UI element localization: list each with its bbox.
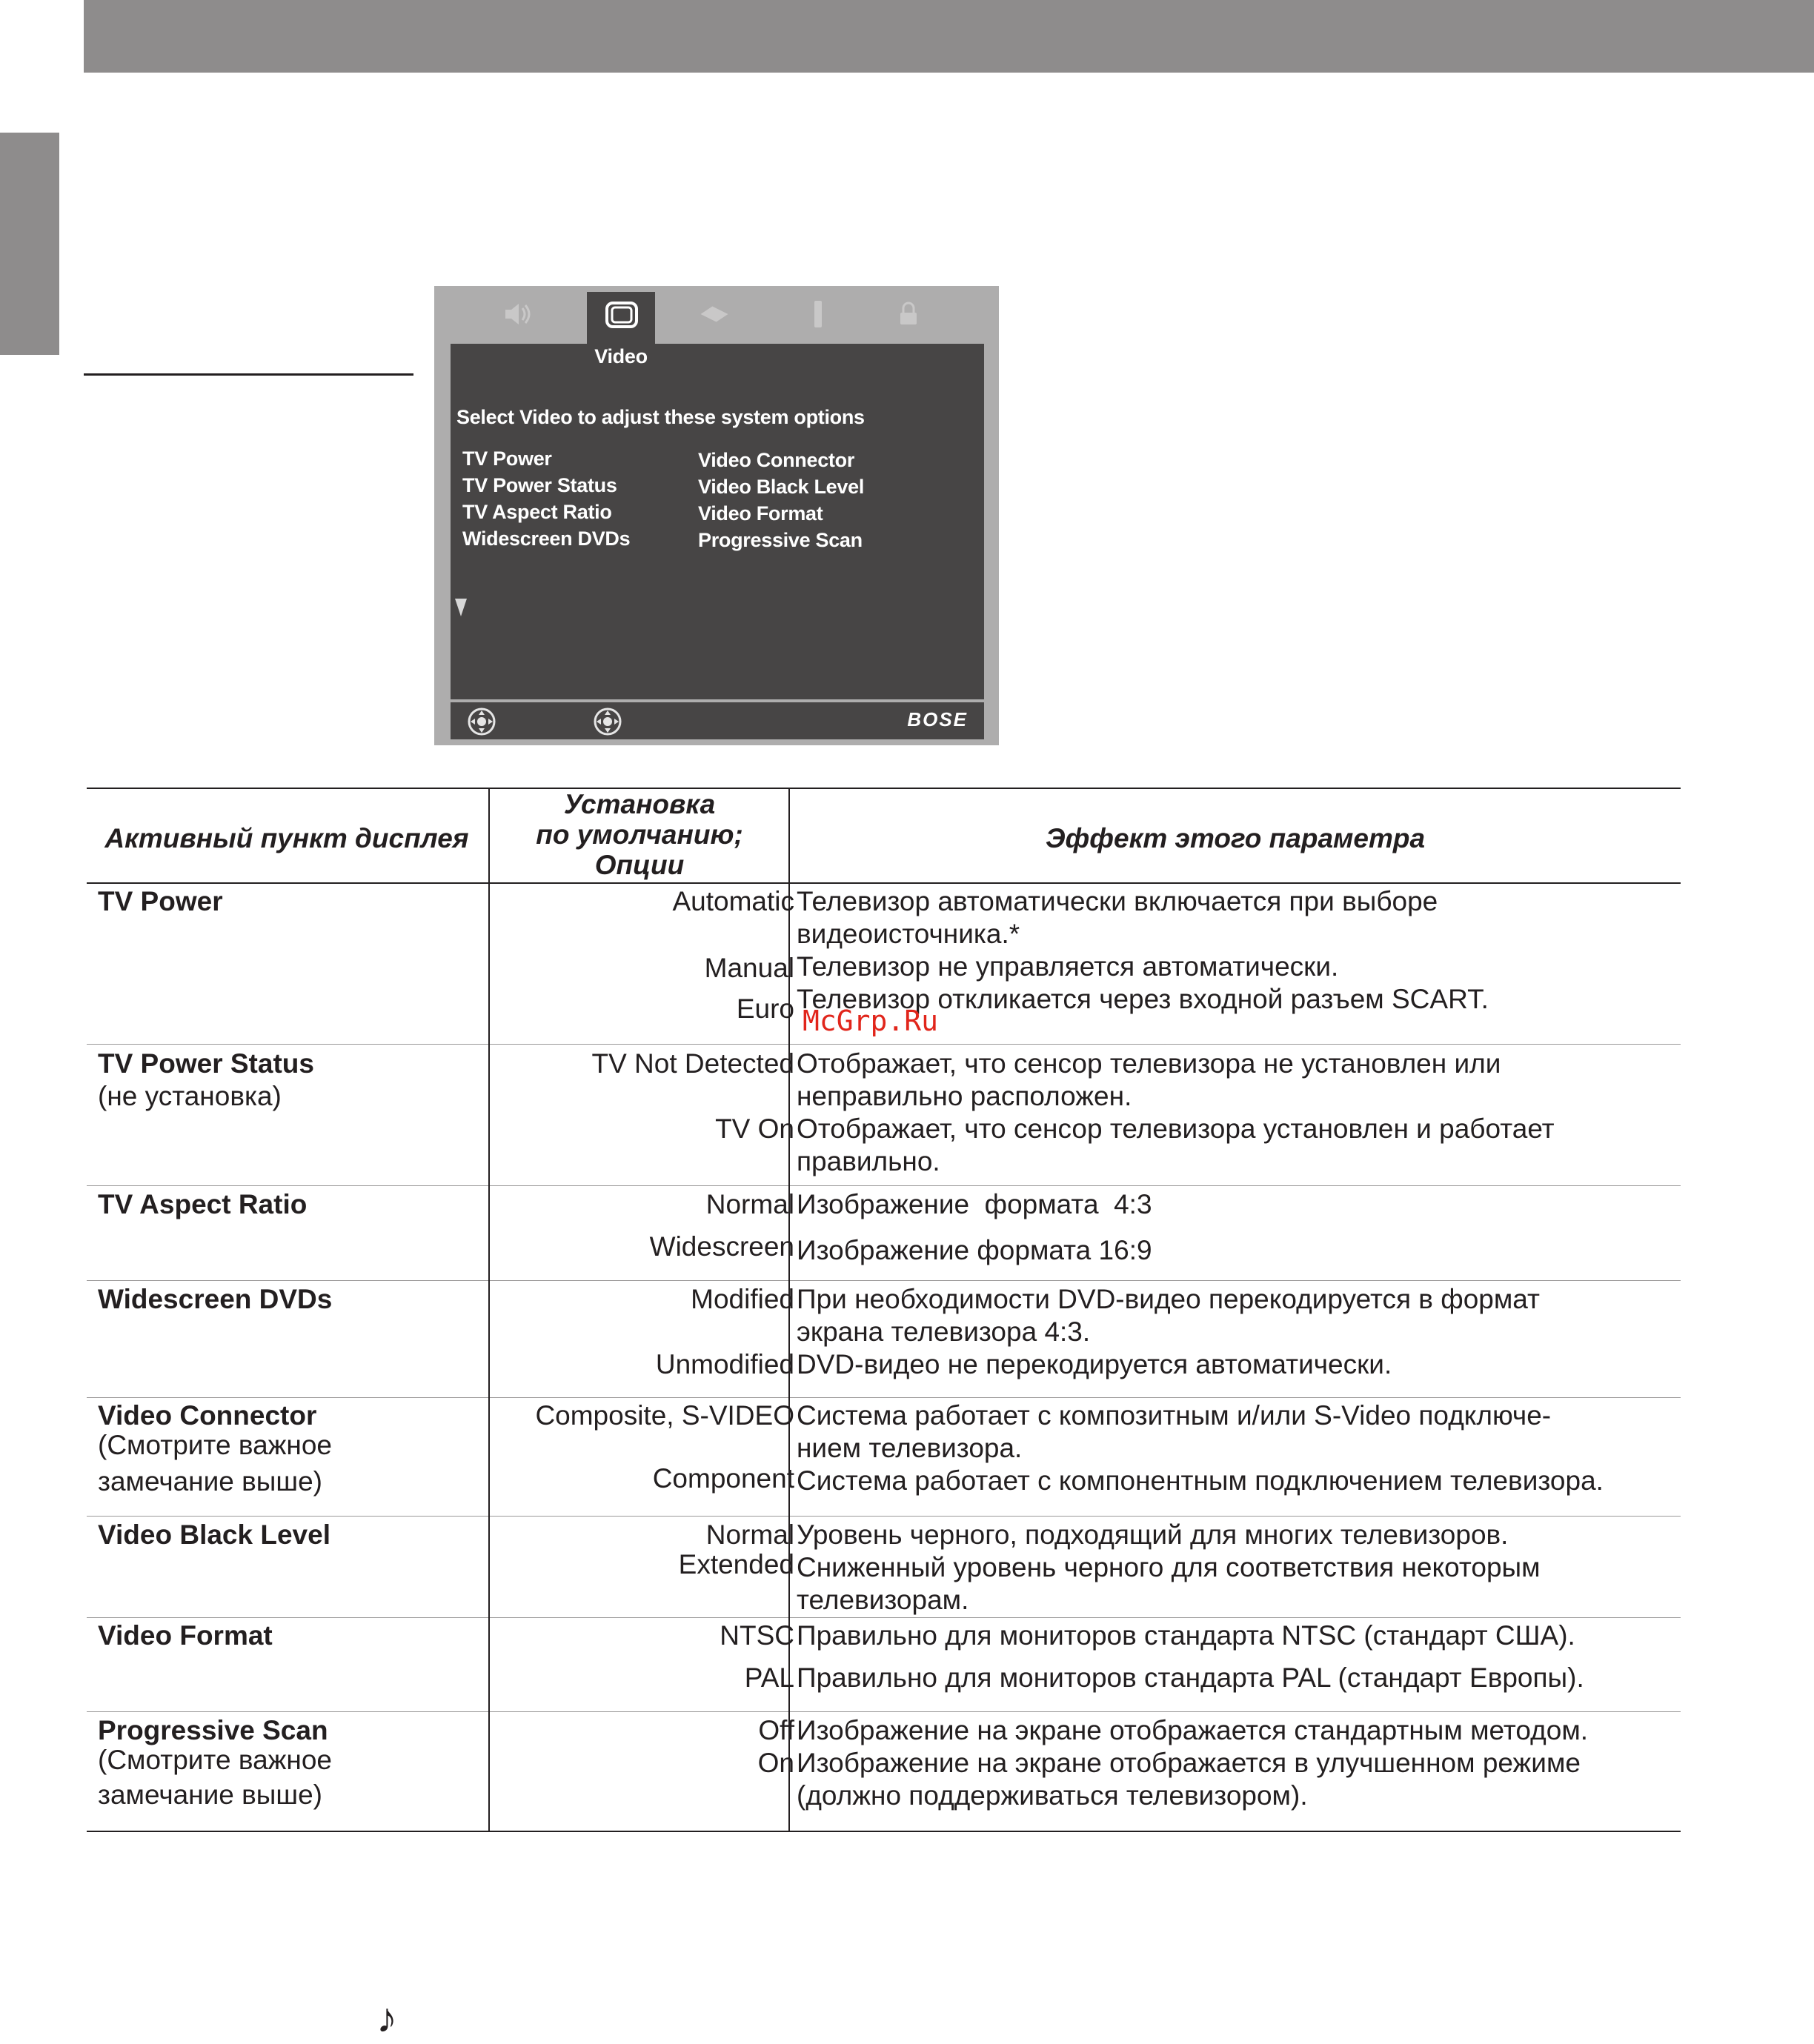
option-value: Automatic — [672, 886, 794, 916]
effect-text: нием телевизора. — [797, 1433, 1023, 1463]
option-value: Normal — [705, 1519, 794, 1550]
row-divider — [87, 1516, 1681, 1517]
table-bottom-rule — [87, 1831, 1681, 1832]
option-value: Composite, S-VIDEO — [535, 1400, 794, 1431]
osd-option-video-connector[interactable]: Video Connector — [698, 449, 855, 471]
osd-screenshot — [434, 286, 999, 745]
option-value: PAL — [744, 1662, 794, 1693]
row-note: замечание выше) — [98, 1466, 322, 1497]
option-value: Widescreen — [649, 1231, 794, 1262]
option-value: Extended — [678, 1549, 794, 1579]
section-rule — [84, 373, 413, 376]
osd-option-video-black-level[interactable]: Video Black Level — [698, 476, 865, 498]
header-default-options — [491, 789, 788, 880]
option-value: Component — [652, 1463, 794, 1494]
effect-text: неправильно расположен. — [797, 1081, 1132, 1111]
effect-text: Система работает с композитным и/или S-Video подключе- — [797, 1400, 1552, 1431]
option-value: Manual — [704, 953, 794, 983]
osd-option-tv-power[interactable]: TV Power — [462, 447, 552, 470]
osd-heading: Select Video to adjust these system options — [456, 406, 865, 428]
header-default-line: по умолчанию; — [536, 819, 743, 850]
header-default-line: Опции — [594, 850, 685, 880]
watermark: McGrp.Ru — [803, 1005, 939, 1037]
osd-panel — [451, 344, 984, 699]
row-title: Widescreen DVDs — [98, 1284, 333, 1314]
effect-text: Система работает с компонентным подключением телевизора. — [797, 1465, 1604, 1496]
effect-text: Изображение формата 16:9 — [797, 1235, 1152, 1265]
row-divider — [87, 1711, 1681, 1712]
effect-text: (должно поддерживаться телевизором). — [797, 1780, 1308, 1811]
music-note-icon: ♪ — [376, 1994, 397, 2041]
row-note: замечание выше) — [98, 1780, 322, 1810]
row-divider — [87, 1280, 1681, 1281]
header-band — [84, 0, 1814, 73]
osd-option-widescreen-dvds[interactable]: Widescreen DVDs — [462, 527, 631, 550]
navigation-pad-icon — [467, 707, 496, 740]
osd-active-tab-label: Video — [594, 345, 648, 367]
header-active-item: Активный пункт дисплея — [104, 823, 469, 853]
effect-text: Сниженный уровень черного для соответствия некоторым — [797, 1552, 1541, 1582]
header-default-line: Установка — [563, 789, 716, 819]
osd-option-video-format[interactable]: Video Format — [698, 502, 823, 525]
table-row-tv-power — [98, 885, 223, 918]
scroll-down-arrow-icon[interactable] — [455, 599, 467, 620]
effect-text: DVD-видео не перекодируется автоматически. — [797, 1349, 1392, 1379]
row-title: Video Connector — [98, 1400, 317, 1431]
option-value: Unmodified — [655, 1349, 794, 1379]
table-row-video-connector — [98, 1399, 316, 1432]
effect-text: Правильно для мониторов стандарта PAL (стандарт Европы). — [797, 1662, 1584, 1693]
option-value: TV On — [715, 1113, 794, 1144]
effect-text: Изображение формата 4:3 — [797, 1189, 1152, 1219]
tv-icon — [605, 301, 639, 333]
row-title: Progressive Scan — [98, 1715, 328, 1745]
osd-tab-bar — [434, 286, 999, 344]
effect-text: правильно. — [797, 1146, 940, 1176]
effect-text: При необходимости DVD-видео перекодируется в формат — [797, 1284, 1540, 1314]
effect-text: экрана телевизора 4:3. — [797, 1316, 1091, 1347]
effect-text: Изображение на экране отображается в улучшенном режиме — [797, 1748, 1581, 1778]
effect-text: Телевизор откликается через входной разъем SCART. — [797, 984, 1489, 1014]
option-value: Normal — [705, 1189, 794, 1219]
table-row-widescreen-dvds — [98, 1283, 332, 1316]
osd-footer — [451, 702, 984, 739]
row-divider — [87, 1044, 1681, 1045]
select-pad-icon — [593, 707, 622, 740]
option-value: On — [757, 1748, 794, 1778]
row-title: TV Aspect Ratio — [98, 1189, 308, 1219]
effect-text: Телевизор не управляется автоматически. — [797, 951, 1339, 982]
option-value: NTSC — [720, 1620, 794, 1651]
effect-text: видеоисточника.* — [797, 919, 1020, 949]
lock-icon — [892, 299, 925, 329]
effect-text: Правильно для мониторов стандарта NTSC (стандарт США). — [797, 1620, 1575, 1651]
speaker-icon — [501, 299, 534, 329]
effect-text: Отображает, что сенсор телевизора не установлен или — [797, 1048, 1501, 1079]
disc-icon — [698, 299, 731, 329]
header-effect: Эффект этого параметра — [1045, 823, 1426, 853]
row-title: TV Power Status — [98, 1048, 314, 1079]
bose-logo: BOSE — [907, 708, 968, 730]
table-row-progressive-scan — [98, 1714, 328, 1747]
row-note: (Смотрите важное — [98, 1745, 332, 1775]
column-divider — [488, 788, 490, 1832]
table-row-video-format — [98, 1619, 273, 1652]
effect-text: Уровень черного, подходящий для многих телевизоров. — [797, 1519, 1509, 1550]
row-note: (не установка) — [98, 1081, 282, 1111]
side-tab-marker — [0, 133, 59, 355]
option-value: TV Not Detected — [591, 1048, 794, 1079]
osd-option-tv-aspect-ratio[interactable]: TV Aspect Ratio — [462, 501, 612, 523]
effect-text: Изображение на экране отображается стандартным методом. — [797, 1715, 1589, 1745]
table-header-rule — [87, 882, 1681, 884]
option-value: Euro — [736, 993, 794, 1024]
row-title: Video Black Level — [98, 1519, 330, 1550]
remote-icon — [802, 299, 834, 329]
row-divider — [87, 1397, 1681, 1398]
osd-option-tv-power-status[interactable]: TV Power Status — [462, 474, 617, 496]
table-row-tv-aspect-ratio — [98, 1188, 307, 1221]
row-divider — [87, 1617, 1681, 1618]
row-divider — [87, 1185, 1681, 1186]
row-title: TV Power — [98, 886, 223, 916]
option-value: Modified — [691, 1284, 794, 1314]
row-title: Video Format — [98, 1620, 273, 1651]
effect-text: Отображает, что сенсор телевизора установлен и работает — [797, 1113, 1555, 1144]
option-value: Off — [758, 1715, 794, 1745]
table-row-tv-power-status — [98, 1048, 314, 1080]
table-top-rule — [87, 788, 1681, 789]
effect-text: телевизорам. — [797, 1585, 969, 1615]
osd-option-progressive-scan[interactable]: Progressive Scan — [698, 529, 863, 551]
row-note: (Смотрите важное — [98, 1430, 332, 1460]
effect-text: Телевизор автоматически включается при выборе — [797, 886, 1438, 916]
osd-tab-video[interactable] — [587, 292, 655, 348]
table-row-video-black-level — [98, 1519, 330, 1551]
